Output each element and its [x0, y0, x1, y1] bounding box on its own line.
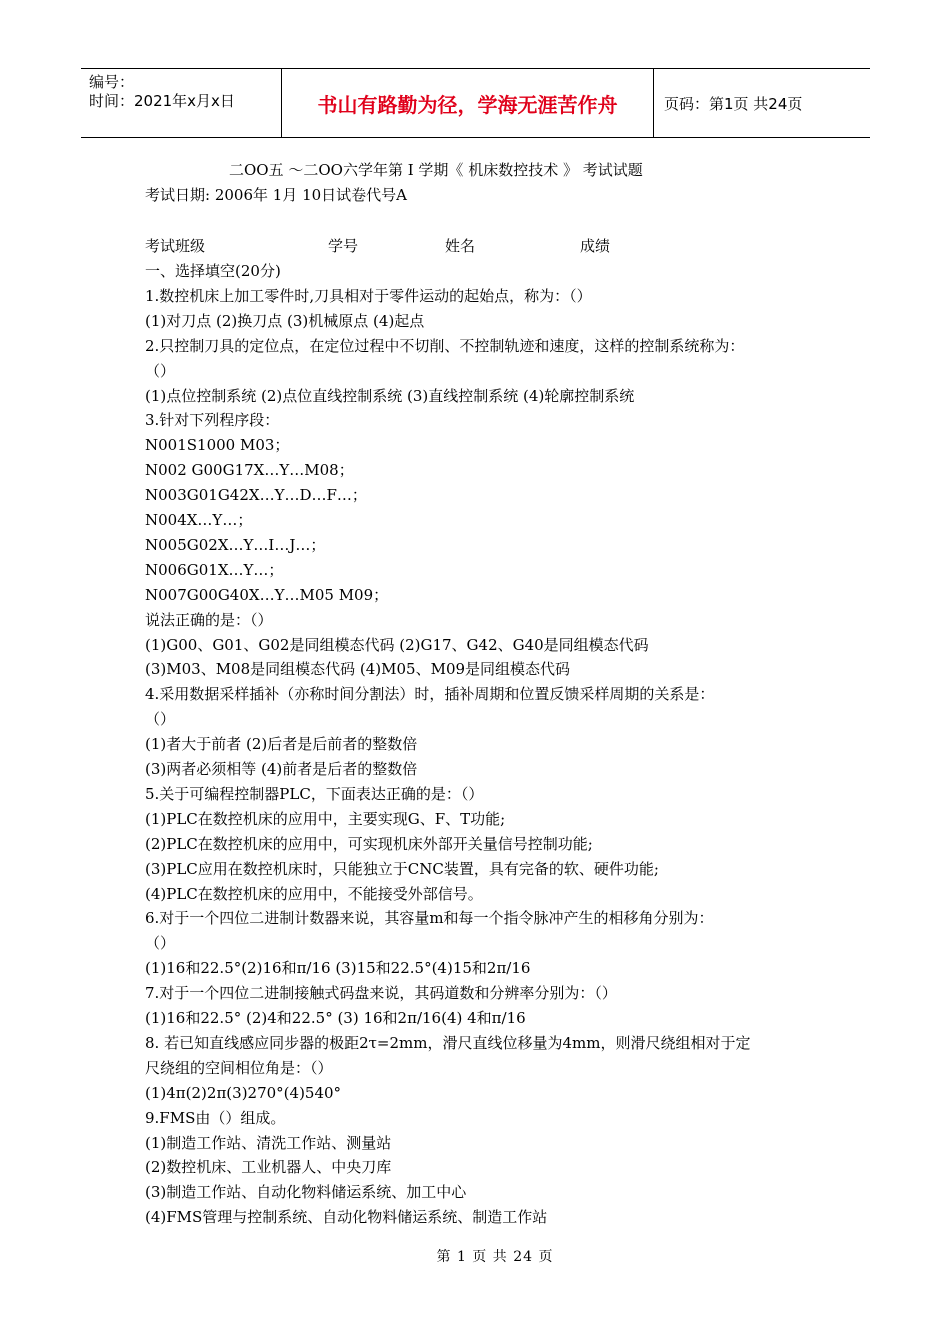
page-header	[81, 68, 870, 138]
text-line: 5.关于可编程控制器PLC，下面表达正确的是：（）	[145, 784, 484, 803]
student-id-label: 学号	[328, 237, 359, 255]
text-line: 6.对于一个四位二进制计数器来说，其容量m和每一个指令脉冲产生的相移角分别为：	[145, 909, 714, 928]
text-line: （）	[145, 361, 176, 380]
text-line: (3)M03、M08是同组模态代码 (4)M05、M09是同组模态代码	[145, 660, 571, 679]
text-line: N005G02X…Y…I…J…；	[145, 535, 326, 554]
exam-title: 二OO五 ～二OO六学年第 Ⅰ 学期《 机床数控技术 》 考试试题	[229, 161, 643, 179]
motto-text: 书山有路勤为径，学海无涯苦作舟	[317, 92, 618, 117]
name-label: 姓名	[445, 237, 476, 255]
text-line: (4)FMS管理与控制系统、自动化物料储运系统、制造工作站	[145, 1208, 548, 1227]
text-line: (2)PLC在数控机床的应用中，可实现机床外部开关量信号控制功能;	[145, 834, 593, 853]
text-line: 一、选择填空(20分)	[145, 262, 281, 280]
text-line: 4.采用数据采样插补（亦称时间分割法）时，插补周期和位置反馈采样周期的关系是：	[145, 685, 715, 704]
text-line: (3)PLC应用在数控机床时，只能独立于CNC装置，具有完备的软、硬件功能;	[145, 859, 659, 878]
header-meta	[81, 69, 281, 137]
number-label: 编号：	[89, 73, 135, 91]
page-footer: 第 1 页 共 24 页	[436, 1249, 554, 1265]
text-line: 3.针对下列程序段：	[145, 411, 280, 430]
text-line: 8. 若已知直线感应同步器的极距2τ=2mm，滑尺直线位移量为4mm，则滑尺绕组相对于定	[145, 1033, 751, 1052]
text-line: 7.对于一个四位二进制接触式码盘来说，其码道数和分辨率分别为：（）	[145, 984, 617, 1003]
exam-date-line: 考试日期: 2006年 1月 10日试卷代号A	[145, 186, 407, 204]
text-line: 1.数控机床上加工零件时,刀具相对于零件运动的起始点，称为：（）	[145, 286, 592, 305]
text-line: (4)PLC在数控机床的应用中，不能接受外部信号。	[145, 884, 483, 903]
text-line: (1)点位控制系统 (2)点位直线控制系统 (3)直线控制系统 (4)轮廓控制系统	[145, 386, 635, 405]
text-line: N001S1000 M03；	[145, 436, 290, 455]
text-line: N006G01X…Y…；	[145, 560, 284, 579]
text-line: (1)PLC在数控机床的应用中，主要实现G、F、T功能;	[145, 809, 506, 828]
text-line: (1)16和22.5°(2)16和π/16 (3)15和22.5°(4)15和2π/16	[145, 959, 531, 978]
text-line: N003G01G42X…Y…D…F…；	[145, 486, 367, 505]
header-motto-cell	[281, 69, 654, 137]
text-line: (1)16和22.5° (2)4和22.5° (3) 16和2π/16(4) 4和π/16	[145, 1009, 526, 1027]
text-line: 尺绕组的空间相位角是：（）	[145, 1058, 333, 1077]
score-label: 成绩	[580, 237, 611, 255]
text-line: (1)G00、G01、G02是同组模态代码 (2)G17、G42、G40是同组模态代码	[145, 635, 649, 654]
text-line: (3)制造工作站、自动化物料储运系统、加工中心	[145, 1183, 467, 1202]
text-line: (1)者大于前者 (2)后者是后前者的整数倍	[145, 735, 418, 754]
text-line: (2)数控机床、工业机器人、中央刀库	[145, 1158, 392, 1177]
text-line: （）	[145, 934, 176, 953]
class-label: 考试班级	[145, 237, 206, 255]
text-line: N002 G00G17X…Y…M08；	[145, 461, 354, 480]
text-line: (1)4π(2)2π(3)270°(4)540°	[145, 1083, 342, 1102]
text-line: (3)两者必须相等 (4)前者是后者的整数倍	[145, 760, 418, 778]
student-info-row	[145, 234, 825, 258]
text-line: (1)制造工作站、清洗工作站、测量站	[145, 1133, 392, 1152]
text-line: N007G00G40X…Y…M05 M09；	[145, 585, 389, 604]
date-label: 时间：2021年x月x日	[89, 92, 235, 110]
header-page-cell	[664, 69, 802, 137]
text-line: 2.只控制刀具的定位点，在定位过程中不切削、不控制轨迹和速度，这样的控制系统称为：	[145, 336, 745, 355]
text-line: (1)对刀点 (2)换刀点 (3)机械原点 (4)起点	[145, 311, 425, 330]
text-line: 9.FMS由（）组成。	[145, 1108, 286, 1127]
text-line: N004X…Y…；	[145, 511, 253, 529]
page-label: 页码：第1页 共24页	[664, 94, 803, 113]
text-line: 说法正确的是：（）	[145, 610, 273, 629]
text-line: （）	[145, 710, 176, 729]
